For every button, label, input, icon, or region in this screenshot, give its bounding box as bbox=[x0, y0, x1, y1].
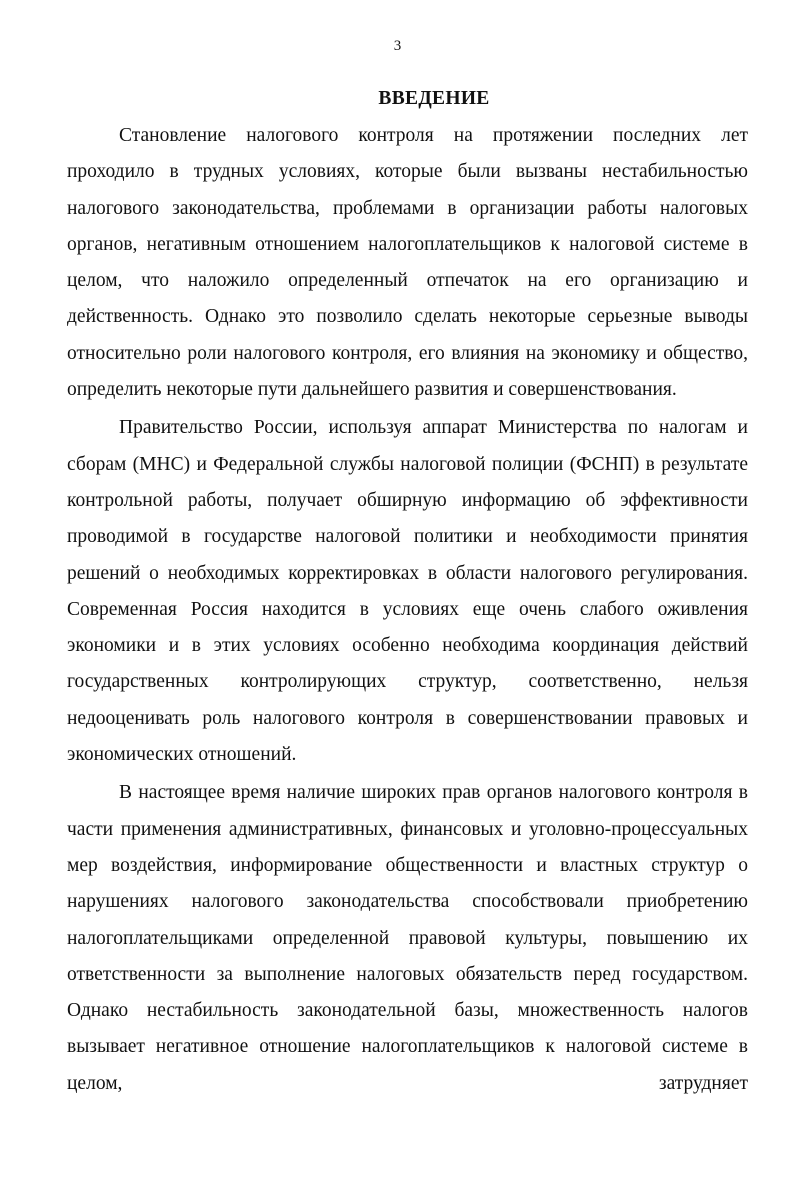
paragraph-2: Правительство России, используя аппарат Министерства по налогам и сборам (МНС) и Федеральной службы налоговой полиции (ФСНП) в результате контрольной работы, получает обширную информацию об эффективности проводимой в государстве налоговой политики и необходимости принятия решений о необходимых корректировках в области налогового регулирования. Современная Россия находится в условиях еще очень слабого оживления экономики и в этих условиях особенно необходима координация действий государственных контролирующих структур, соответственно, нельзя недооценивать роль налогового контроля в совершенствовании правовых и экономических отношений. bbox=[67, 417, 748, 766]
page-number: 3 bbox=[393, 38, 402, 54]
paragraph-1: Становление налогового контроля на протяжении последних лет проходило в трудных условиях, которые были вызваны нестабильностью налогового законодательства, проблемами в организации работы налоговых органов, негативным отношением налогоплательщиков к налоговой системе в целом, что наложило определенный отпечаток на его организацию и действенность. Однако это позволило сделать некоторые серьезные выводы относительно роли налогового контроля, его влияния на экономику и общество, определить некоторые пути дальнейшего развития и совершенствования. bbox=[67, 125, 748, 401]
paragraph-3: В настоящее время наличие широких прав органов налогового контроля в части применения административных, финансовых и уголовно-процессуальных мер воздействия, информирование общественности и властных структур о нарушениях налогового законодательства способствовали приобретению налогоплательщиками определенной правовой культуры, повышению их ответственности за выполнение налоговых обязательств перед государством. Однако нестабильность законодательной базы, множественность налогов вызывает негативное отношение налогоплательщиков к налоговой системе в целом, затрудняет bbox=[67, 782, 748, 1094]
page-title: ВВЕДЕНИЕ bbox=[378, 88, 490, 109]
body-text bbox=[67, 118, 748, 1102]
